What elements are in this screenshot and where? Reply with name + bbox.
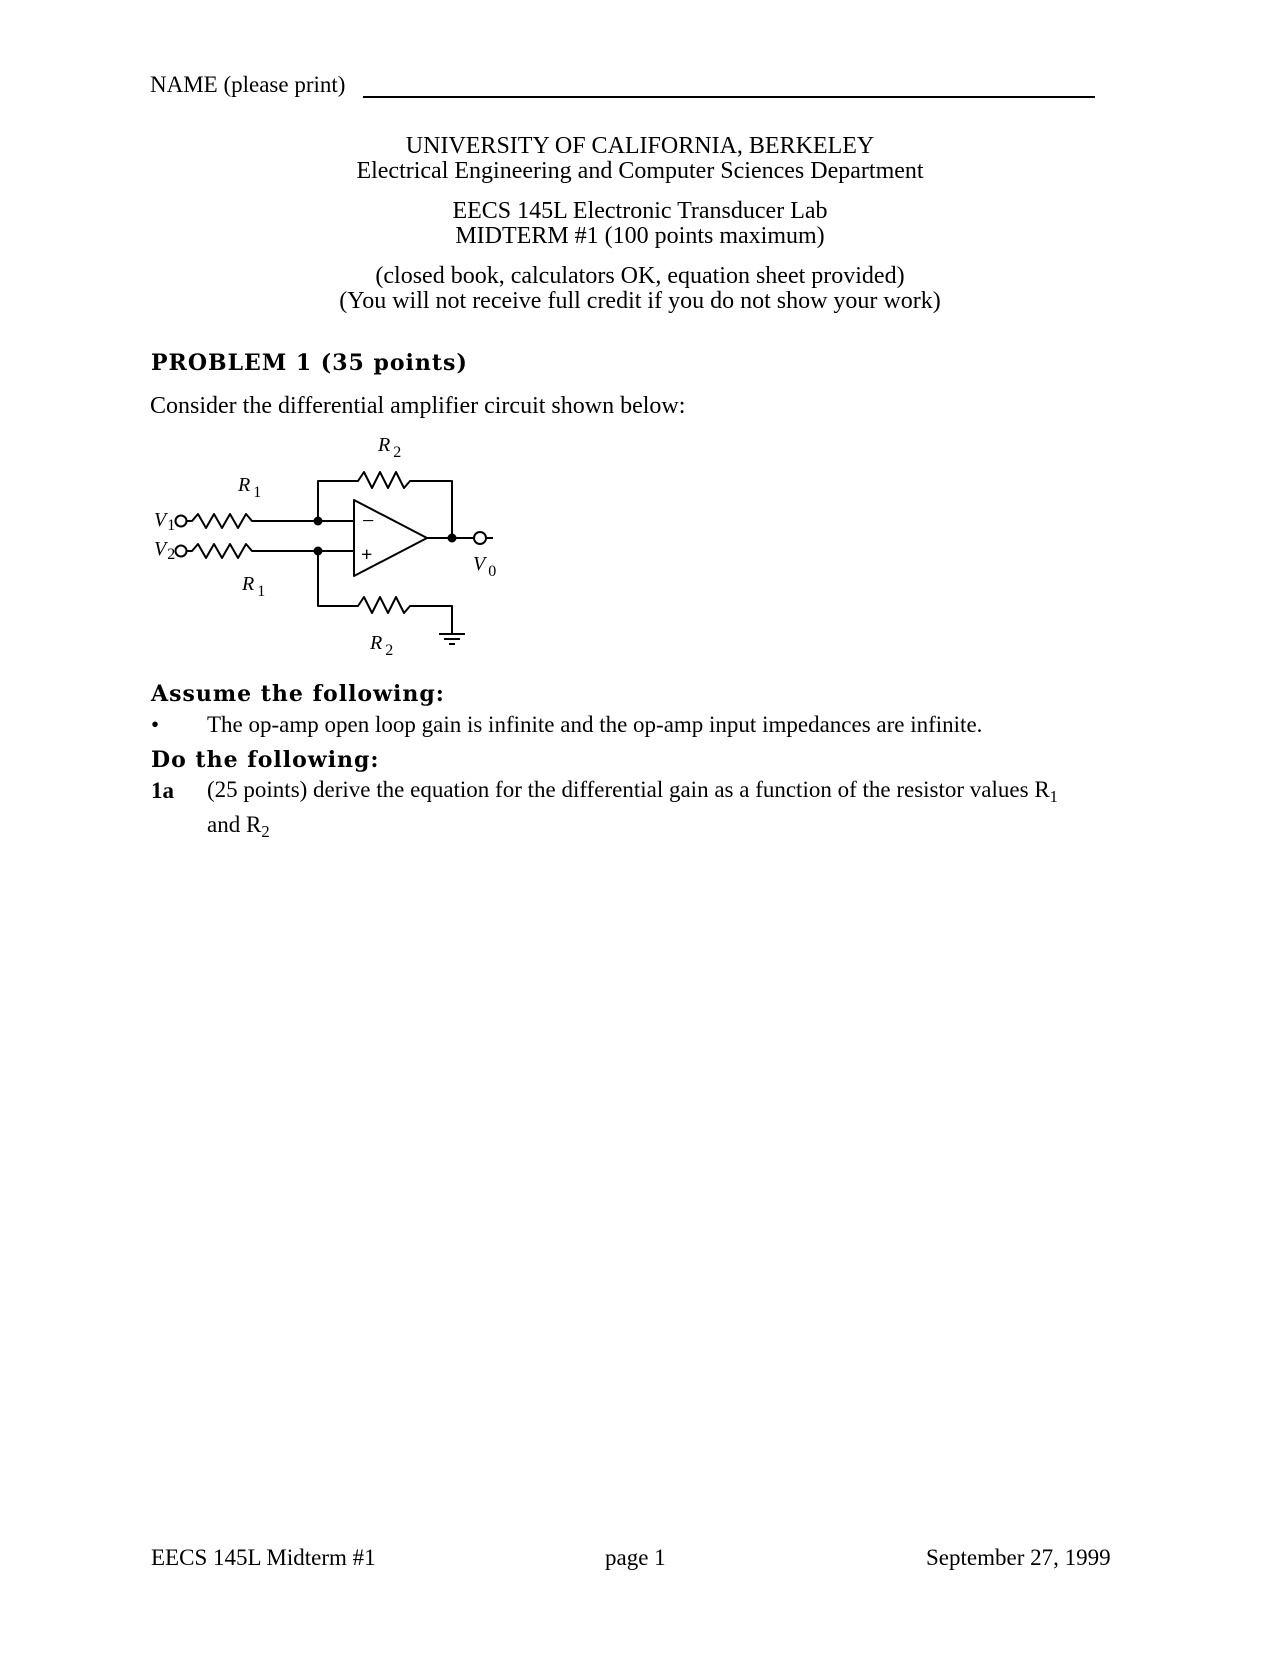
r2-bottom-label: R $_2$ <box>370 632 394 659</box>
problem-title: PROBLEM 1 (35 points) <box>151 350 468 376</box>
assumption-bullet <box>151 712 1151 740</box>
problem-intro: Consider the differential amplifier circuit shown below: <box>150 393 686 419</box>
r1-bottom-label: R $_1$ <box>242 573 266 600</box>
r1-bottom-resistor <box>186 544 315 558</box>
item-subscript-1: 1 <box>1049 786 1058 806</box>
item-1a-text <box>207 776 1137 846</box>
v1-terminal <box>176 516 187 527</box>
v2-label: $V_2$ <box>154 538 176 563</box>
r2-ground-resistor <box>318 551 452 634</box>
junction-dot <box>448 534 457 543</box>
v0-terminal <box>474 532 486 544</box>
item-subscript-2: 2 <box>261 821 270 841</box>
exam-rules-line2: (You will not receive full credit if you do not show your work) <box>339 288 941 314</box>
exam-title: MIDTERM #1 (100 points maximum) <box>455 223 825 249</box>
junction-dot <box>314 547 323 556</box>
item-text-part2: and R <box>207 811 262 837</box>
item-text-part1: (25 points) derive the equation for the differential gain as a function of the resistor values R <box>207 777 1050 802</box>
course-title: EECS 145L Electronic Transducer Lab <box>452 198 828 224</box>
footer-page-number: page 1 <box>605 1545 666 1570</box>
assume-heading: Assume the following: <box>151 681 445 707</box>
name-field-row <box>150 72 1095 98</box>
item-number: 1a <box>151 778 174 803</box>
v0-label: V $_0$ <box>473 553 497 580</box>
name-label: NAME (please print) <box>150 72 346 97</box>
op-amp-minus-sign: − <box>362 508 375 533</box>
v2-terminal <box>176 546 187 557</box>
bullet-symbol: • <box>151 712 160 737</box>
footer-left: EECS 145L Midterm #1 <box>151 1545 376 1570</box>
op-amp-plus-sign: + <box>361 544 373 566</box>
department-title: Electrical Engineering and Computer Sciences Department <box>356 158 924 184</box>
differential-amplifier-circuit <box>140 420 500 670</box>
r2-feedback-resistor <box>318 472 452 538</box>
r1-top-resistor <box>186 514 315 528</box>
exam-rules-line1: (closed book, calculators OK, equation sheet provided) <box>375 263 905 289</box>
r2-top-label: R $_2$ <box>378 434 402 461</box>
do-heading: Do the following: <box>151 747 380 773</box>
name-blank-line <box>363 76 1095 98</box>
university-title: UNIVERSITY OF CALIFORNIA, BERKELEY <box>405 133 875 159</box>
r1-top-label: R $_1$ <box>238 474 262 501</box>
assumption-text: The op-amp open loop gain is infinite and the op-amp input impedances are infinite. <box>207 712 983 737</box>
junction-dot <box>314 517 323 526</box>
footer-date: September 27, 1999 <box>926 1545 1111 1570</box>
v1-label: $V_1$ <box>154 509 176 534</box>
